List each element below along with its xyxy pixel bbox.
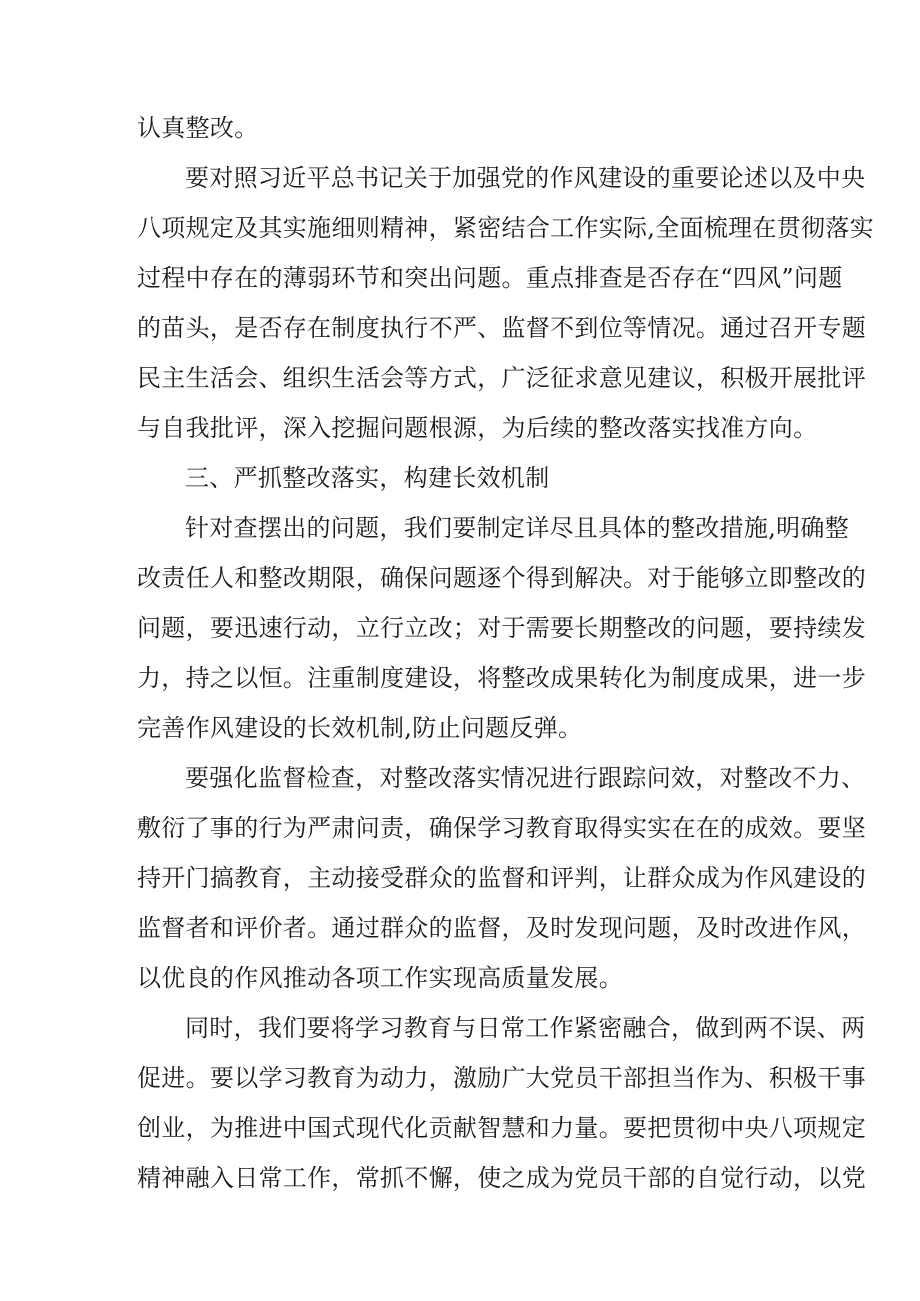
text-line-16: 持开门搞教育，主动接受群众的监督和评判，让群众成为作风建设的 — [137, 864, 866, 892]
text-line-9: 针对查摆出的问题，我们要制定详尽且具体的整改措施,明确整 — [185, 514, 850, 542]
text-line-6: 民主生活会、组织生活会等方式，广泛征求意见建议，积极开展批评 — [137, 364, 866, 392]
text-line-3: 八项规定及其实施细则精神，紧密结合工作实际,全面梳理在贯彻落实 — [137, 214, 874, 242]
text-line-14: 要强化监督检查，对整改落实情况进行跟踪问效，对整改不力、 — [185, 764, 866, 792]
text-line-4: 过程中存在的薄弱环节和突出问题。重点排查是否存在“四风”问题 — [137, 264, 843, 292]
text-line-2: 要对照习近平总书记关于加强党的作风建设的重要论述以及中央 — [185, 164, 866, 192]
text-line-19: 同时，我们要将学习教育与日常工作紧密融合，做到两不误、两 — [185, 1014, 866, 1042]
text-line-21: 创业，为推进中国式现代化贡献智慧和力量。要把贯彻中央八项规定 — [137, 1114, 866, 1142]
text-line-18: 以优良的作风推动各项工作实现高质量发展。 — [137, 964, 623, 992]
text-line-10: 改责任人和整改期限，确保问题逐个得到解决。对于能够立即整改的 — [137, 564, 866, 592]
text-line-12: 力，持之以恒。注重制度建设，将整改成果转化为制度成果，进一步 — [137, 664, 866, 692]
text-line-22: 精神融入日常工作，常抓不懈，使之成为党员干部的自觉行动，以党 — [137, 1164, 866, 1192]
text-line-5: 的苗头，是否存在制度执行不严、监督不到位等情况。通过召开专题 — [137, 314, 866, 342]
text-line-15: 敷衍了事的行为严肃问责，确保学习教育取得实实在在的成效。要坚 — [137, 814, 866, 842]
section-heading: 三、严抓整改落实，构建长效机制 — [185, 464, 550, 492]
text-line-20: 促进。要以学习教育为动力，激励广大党员干部担当作为、积极干事 — [137, 1064, 866, 1092]
text-line-7: 与自我批评，深入挖掘问题根源，为后续的整改落实找准方向。 — [137, 414, 818, 442]
text-line-11: 问题，要迅速行动，立行立改；对于需要长期整改的问题，要持续发 — [137, 614, 866, 642]
text-line-13: 完善作风建设的长效机制,防止问题反弹。 — [137, 714, 583, 742]
text-line-1: 认真整改。 — [137, 114, 259, 142]
text-line-17: 监督者和评价者。通过群众的监督，及时发现问题，及时改进作风， — [137, 914, 866, 942]
